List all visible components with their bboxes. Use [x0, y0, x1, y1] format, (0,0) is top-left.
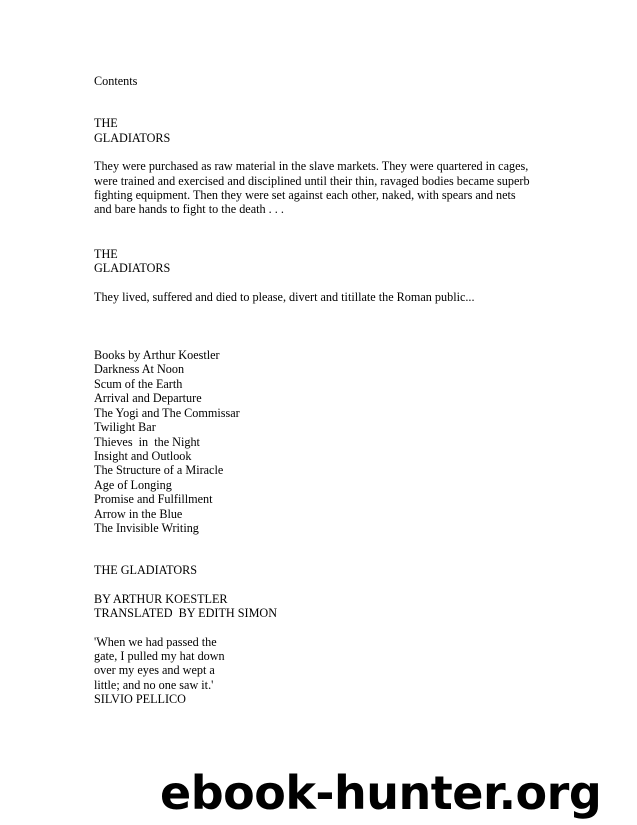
watermark-text: ebook-hunter.org [160, 766, 602, 820]
contents-heading: Contents [94, 74, 138, 88]
epigraph-line: little; and no one saw it.' [94, 677, 214, 692]
book-title: Insight and Outlook [94, 448, 192, 463]
title-page-author: BY ARTHUR KOESTLER [94, 591, 228, 606]
book-title: Arrival and Departure [94, 391, 202, 406]
section2-title-line1: THE [94, 246, 118, 261]
books-heading: Books by Arthur Koestler [94, 348, 220, 363]
section1-title-line2: GLADIATORS [94, 130, 171, 145]
section1-blurb-line: and bare hands to fight to the death . . . [94, 202, 284, 217]
section1-blurb-line: They were purchased as raw material in the slave markets. They were quartered in cages, [94, 159, 529, 174]
epigraph-line: 'When we had passed the [94, 634, 217, 649]
book-title: Promise and Fulfillment [94, 492, 213, 507]
book-title: Scum of the Earth [94, 376, 183, 391]
book-title: Darkness At Noon [94, 362, 185, 377]
book-title: The Structure of a Miracle [94, 463, 224, 478]
title-page-title: THE GLADIATORS [94, 563, 198, 578]
book-title: Twilight Bar [94, 420, 156, 435]
section1-title-line1: THE [94, 116, 118, 131]
book-title: Thieves in the Night [94, 434, 200, 449]
book-title: Age of Longing [94, 477, 172, 492]
book-title: Arrow in the Blue [94, 506, 183, 521]
section1-blurb-line: were trained and exercised and disciplined until their thin, ravaged bodies became superb [94, 173, 530, 188]
epigraph-attribution: SILVIO PELLICO [94, 692, 186, 707]
section1-blurb-line: fighting equipment. Then they were set against each other, naked, with spears and nets [94, 188, 516, 203]
document-page [94, 74, 554, 707]
section2-blurb: They lived, suffered and died to please, divert and titillate the Roman public... [94, 289, 475, 304]
book-title: The Invisible Writing [94, 520, 199, 535]
epigraph-line: gate, I pulled my hat down [94, 648, 225, 663]
title-page-translator: TRANSLATED BY EDITH SIMON [94, 606, 278, 621]
epigraph-line: over my eyes and wept a [94, 663, 215, 678]
section2-title-line2: GLADIATORS [94, 261, 171, 276]
book-title: The Yogi and The Commissar [94, 405, 240, 420]
